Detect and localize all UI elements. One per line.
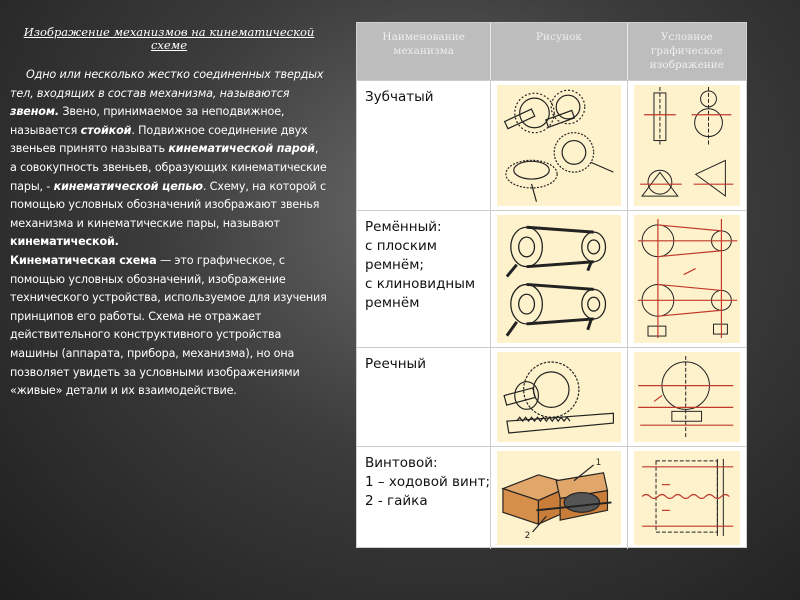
description-panel	[10, 26, 328, 401]
mechanism-name-belt: Ремённый: с плоским ремнём; с клиновидным ремнём	[365, 219, 476, 311]
header-symbol: Условное графическое изображение	[649, 31, 725, 71]
term-stand: стойкой	[80, 123, 132, 137]
table-row	[357, 347, 746, 446]
callout-label: 1	[595, 457, 602, 468]
mechanism-name-gear: Зубчатый	[365, 89, 434, 105]
screw-drawing-icon	[497, 451, 620, 545]
text-fragment: . Подвижное соединение двух звеньев принято называть	[10, 123, 308, 156]
table-row	[357, 80, 746, 210]
callout-label: 2	[524, 530, 531, 541]
header-picture: Рисунок	[491, 23, 627, 80]
rack-symbol-icon	[634, 352, 740, 442]
definition-text: — это графическое, с помощью условных обозначений, изображение технического устройства, используемое для изучения принципов его работы. Схема не отражает действительного конструктивного устройства машины (аппарата, прибора, механизма), но она позволяет увидеть за условными изображениями «живые» детали и их взаимодействие.	[10, 253, 327, 398]
header-mechanism-name: Наименование механизма	[357, 23, 491, 80]
text-fragment: Звено, принимаемое за неподвижное, называется	[10, 105, 285, 137]
term-kinematic-scheme: Кинематическая схема	[10, 253, 157, 267]
description-text	[10, 66, 328, 401]
screw-symbol-icon	[634, 451, 740, 545]
gear-symbol-icon	[634, 85, 740, 206]
rack-drawing-icon	[497, 352, 620, 442]
term-kinematic-chain: кинематической цепью	[53, 179, 203, 193]
term-link: звеном.	[10, 105, 59, 119]
text-fragment: , а совокупность звеньев, образующих кинематические пары, -	[10, 142, 327, 193]
mechanism-name-screw: Винтовой: 1 – ходовой винт; 2 - гайка	[365, 455, 491, 509]
gear-drawing-icon	[497, 85, 620, 206]
section-heading: Изображение механизмов на кинематической схеме	[23, 25, 315, 52]
table-row	[357, 446, 746, 549]
belt-symbol-icon	[634, 215, 740, 343]
belt-drawing-icon	[497, 215, 620, 343]
intro-text: Одно или несколько жестко соединенных твердых тел, входящих в состав механизма, называются	[10, 68, 324, 100]
table-row	[357, 210, 746, 347]
text-fragment: . Схему, на которой с помощью условных обозначений изображают звенья механизма и кинематические пары, называют	[10, 179, 326, 230]
term-kinematic-pair: кинематической парой	[168, 142, 315, 156]
term-kinematic: кинематической.	[10, 235, 119, 249]
mechanism-name-rack: Реечный	[365, 356, 426, 372]
mechanisms-table	[356, 22, 747, 548]
table-header	[357, 23, 746, 80]
